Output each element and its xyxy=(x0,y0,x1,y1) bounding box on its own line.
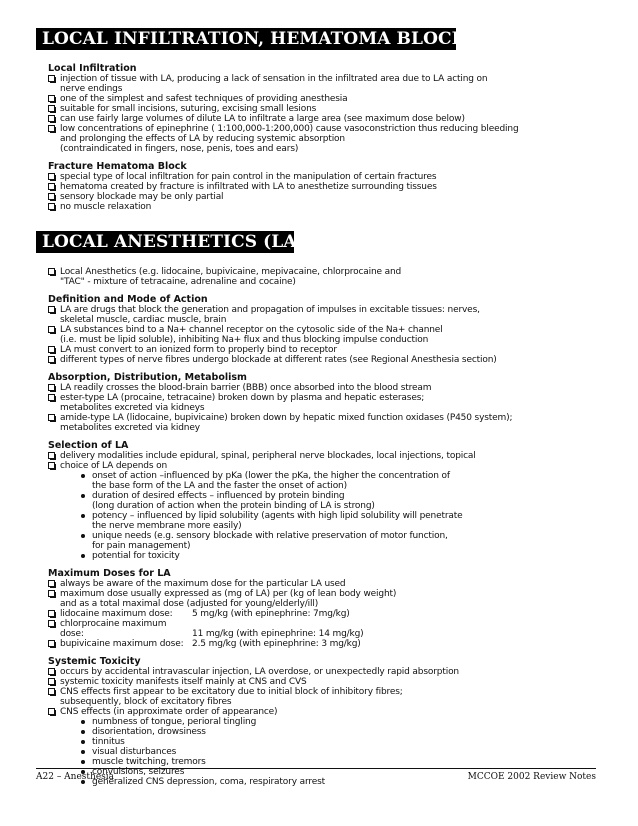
checkbox-bullet-icon xyxy=(48,193,55,200)
sub-list-item: visual disturbances xyxy=(48,747,596,757)
section-banner-local-anesthetics: LOCAL ANESTHETICS (LA) xyxy=(36,231,294,253)
sub-list-item: potential for toxicity xyxy=(48,551,596,561)
list-item: CNS effects first appear to be excitatory due to initial block of inhibitory fibres; subsequently, block of excitatory fibres xyxy=(48,687,596,707)
list-item: systemic toxicity manifests itself mainly at CNS and CVS xyxy=(48,677,596,687)
sub-list-item: convulsions, seizures xyxy=(48,767,596,777)
heading-definition: Definition and Mode of Action xyxy=(48,294,208,305)
checkbox-bullet-icon xyxy=(48,668,55,675)
sub-list-item: duration of desired effects – influenced by protein binding (long duration of action when the protein binding of LA is strong) xyxy=(48,491,596,511)
checkbox-bullet-icon xyxy=(48,346,55,353)
checkbox-bullet-icon xyxy=(48,462,55,469)
bullet-dot-icon xyxy=(81,740,85,744)
checkbox-bullet-icon xyxy=(48,75,55,82)
bullet-dot-icon xyxy=(81,554,85,558)
list-item: no muscle relaxation xyxy=(48,202,596,212)
heading-fracture-hematoma-block: Fracture Hematoma Block xyxy=(48,161,187,172)
list-item: choice of LA depends on xyxy=(48,461,596,471)
list-item: hematoma created by fracture is infiltrated with LA to anesthetize surrounding tissues xyxy=(48,182,596,192)
heading-selection: Selection of LA xyxy=(48,440,129,451)
bullet-dot-icon xyxy=(81,474,85,478)
checkbox-bullet-icon xyxy=(48,356,55,363)
checkbox-bullet-icon xyxy=(48,105,55,112)
sub-list-item: onset of action –influenced by pKa (lower the pKa, the higher the concentration of the base form of the LA and the faster the onset of action) xyxy=(48,471,596,491)
heading-absorption: Absorption, Distribution, Metabolism xyxy=(48,372,247,383)
checkbox-bullet-icon xyxy=(48,590,55,597)
section-banner-local-infiltration: LOCAL INFILTRATION, HEMATOMA BLOCKS xyxy=(36,28,456,50)
checkbox-bullet-icon xyxy=(48,384,55,391)
checkbox-bullet-icon xyxy=(48,640,55,647)
sub-list-item: generalized CNS depression, coma, respiratory arrest xyxy=(48,777,596,787)
intro-item: Local Anesthetics (e.g. lidocaine, bupivicaine, mepivacaine, chlorprocaine and "TAC" - mixture of tetracaine, adrenaline and cocaine) xyxy=(48,267,596,287)
bullet-dot-icon xyxy=(81,750,85,754)
sub-list-item: disorientation, drowsiness xyxy=(48,727,596,737)
list-selection xyxy=(48,451,596,561)
page-footer xyxy=(36,768,596,783)
checkbox-bullet-icon xyxy=(48,394,55,401)
list-item: can use fairly large volumes of dilute LA to infiltrate a large area (see maximum dose below) xyxy=(48,114,596,124)
list-item: always be aware of the maximum dose for the particular LA used xyxy=(48,579,596,589)
list-definition xyxy=(48,305,596,365)
list-item: injection of tissue with LA, producing a lack of sensation in the infiltrated area due to LA acting on nerve endings xyxy=(48,74,596,94)
list-item: LA are drugs that block the generation and propagation of impulses in excitable tissues: nerves, skeletal muscle, cardiac muscle, brain xyxy=(48,305,596,325)
checkbox-bullet-icon xyxy=(48,125,55,132)
heading-maximum-doses: Maximum Doses for LA xyxy=(48,568,171,579)
list-item: ester-type LA (procaine, tetracaine) broken down by plasma and hepatic esterases; metabolites excreted via kidneys xyxy=(48,393,596,413)
list-item: different types of nerve fibres undergo blockade at different rates (see Regional Anesthesia section) xyxy=(48,355,596,365)
list-local-infiltration xyxy=(48,74,596,154)
heading-systemic-toxicity: Systemic Toxicity xyxy=(48,656,141,667)
dose-item-chlorprocaine: chlorprocaine maximum dose: 11 mg/kg (with epinephrine: 14 mg/kg) xyxy=(48,619,596,639)
list-item: suitable for small incisions, suturing, excising small lesions xyxy=(48,104,596,114)
list-item: low concentrations of epinephrine ( 1:100,000-1:200,000) cause vasoconstriction thus reducing bleeding and prolonging the effects of LA by reducing systemic absorption (contraindicated in fingers, nose, penis, toes and ears) xyxy=(48,124,596,154)
checkbox-bullet-icon xyxy=(48,688,55,695)
checkbox-bullet-icon xyxy=(48,173,55,180)
checkbox-bullet-icon xyxy=(48,620,55,627)
list-item: amide-type LA (lidocaine, bupivicaine) broken down by hepatic mixed function oxidases (P450 system); metabolites excreted via kidney xyxy=(48,413,596,433)
checkbox-bullet-icon xyxy=(48,203,55,210)
list-item: occurs by accidental intravascular injection, LA overdose, or unexpectedly rapid absorption xyxy=(48,667,596,677)
list-item: one of the simplest and safest techniques of providing anesthesia xyxy=(48,94,596,104)
checkbox-bullet-icon xyxy=(48,708,55,715)
checkbox-bullet-icon xyxy=(48,115,55,122)
list-item: maximum dose usually expressed as (mg of LA) per (kg of lean body weight) and as a total maximal dose (adjusted for young/elderly/ill) xyxy=(48,589,596,609)
footer-section-label: A22 – Anesthesia xyxy=(36,772,115,782)
checkbox-bullet-icon xyxy=(48,580,55,587)
checkbox-bullet-icon xyxy=(48,95,55,102)
list-fracture-hematoma xyxy=(48,172,596,212)
list-item: LA readily crosses the blood-brain barrier (BBB) once absorbed into the blood stream xyxy=(48,383,596,393)
list-item: CNS effects (in approximate order of appearance) xyxy=(48,707,596,717)
checkbox-bullet-icon xyxy=(48,326,55,333)
dose-item-lidocaine: lidocaine maximum dose: 5 mg/kg (with epinephrine: 7mg/kg) xyxy=(48,609,596,619)
sub-list-item: potency – influenced by lipid solubility (agents with high lipid solubility will penetrate the nerve membrane more easily) xyxy=(48,511,596,531)
bullet-dot-icon xyxy=(81,514,85,518)
footer-publication-label: MCCOE 2002 Review Notes xyxy=(467,772,596,782)
checkbox-bullet-icon xyxy=(48,678,55,685)
checkbox-bullet-icon xyxy=(48,610,55,617)
checkbox-bullet-icon xyxy=(48,452,55,459)
bullet-dot-icon xyxy=(81,720,85,724)
checkbox-bullet-icon xyxy=(48,268,55,275)
list-absorption xyxy=(48,383,596,433)
list-item: delivery modalities include epidural, spinal, peripheral nerve blockades, local injections, topical xyxy=(48,451,596,461)
sub-list-item: tinnitus xyxy=(48,737,596,747)
sub-list-item: muscle twitching, tremors xyxy=(48,757,596,767)
bullet-dot-icon xyxy=(81,730,85,734)
list-maximum-doses xyxy=(48,579,596,649)
sub-list-item: numbness of tongue, perioral tingling xyxy=(48,717,596,727)
bullet-dot-icon xyxy=(81,494,85,498)
list-item: special type of local infiltration for pain control in the manipulation of certain fractures xyxy=(48,172,596,182)
bullet-dot-icon xyxy=(81,534,85,538)
checkbox-bullet-icon xyxy=(48,306,55,313)
list-item: LA must convert to an ionized form to properly bind to receptor xyxy=(48,345,596,355)
checkbox-bullet-icon xyxy=(48,183,55,190)
checkbox-bullet-icon xyxy=(48,414,55,421)
heading-local-infiltration: Local Infiltration xyxy=(48,63,137,74)
bullet-dot-icon xyxy=(81,760,85,764)
page-content xyxy=(42,28,596,787)
list-item: sensory blockade may be only partial xyxy=(48,192,596,202)
sub-list-item: unique needs (e.g. sensory blockade with relative preservation of motor function, for pain management) xyxy=(48,531,596,551)
dose-item-bupivicaine: bupivicaine maximum dose: 2.5 mg/kg (with epinephrine: 3 mg/kg) xyxy=(48,639,596,649)
list-item: LA substances bind to a Na+ channel receptor on the cytosolic side of the Na+ channel (i.e. must be lipid soluble), inhibiting Na+ flux and thus blocking impulse conduction xyxy=(48,325,596,345)
